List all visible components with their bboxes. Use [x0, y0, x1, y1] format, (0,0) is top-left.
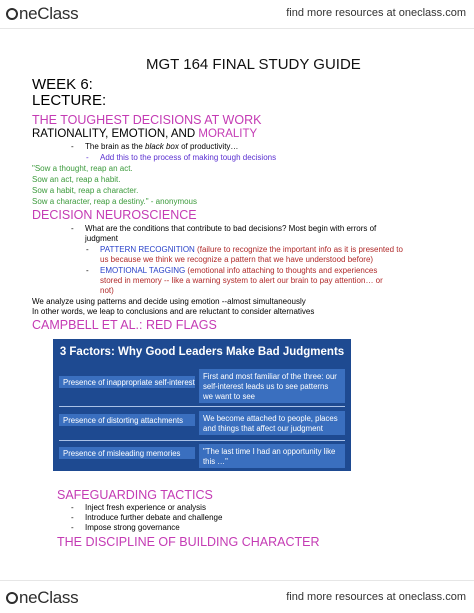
section-heading-discipline: THE DISCIPLINE OF BUILDING CHARACTER: [57, 535, 320, 549]
table-row: [59, 444, 345, 470]
emotional-tagging-cont-1: stored in memory -- like a warning system to alert our brain to pay attention… or: [100, 276, 383, 285]
oneclass-logo[interactable]: neClass: [6, 4, 78, 24]
section-heading-red-flags: CAMPBELL ET AL.: RED FLAGS: [32, 318, 217, 332]
page-footer: [0, 580, 474, 613]
section-heading-decision-neuroscience: DECISION NEUROSCIENCE: [32, 208, 197, 222]
row-divider: [59, 440, 345, 441]
emotional-tagging-cont-2: not): [100, 286, 114, 295]
bullet-conditions-cont: judgment: [85, 234, 118, 243]
section-heading-toughest-decisions: THE TOUGHEST DECISIONS AT WORK: [32, 113, 262, 127]
factor-cell: Presence of distorting attachments: [59, 414, 195, 426]
table-title: 3 Factors: Why Good Leaders Make Bad Judgments: [59, 346, 345, 358]
week-heading: WEEK 6:: [32, 76, 93, 93]
table-row: [59, 411, 345, 437]
bullet-conditions: - What are the conditions that contribute to bad decisions? Most begin with errors of: [71, 224, 377, 233]
bullet-add-process: - Add this to the process of making tough decisions: [86, 153, 277, 162]
section-heading-safeguarding: SAFEGUARDING TACTICS: [57, 488, 213, 502]
bullet-emotional-tagging: - EMOTIONAL TAGGING (emotional info attaching to thoughts and experiences: [86, 266, 378, 275]
list-item: - Inject fresh experience or analysis: [71, 503, 206, 512]
header-tagline[interactable]: find more resources at oneclass.com: [286, 7, 466, 19]
paragraph-leap: In other words, we leap to conclusions and are reluctant to consider alternatives: [32, 307, 315, 316]
footer-tagline[interactable]: find more resources at oneclass.com: [286, 591, 466, 603]
paragraph-analyze: We analyze using patterns and decide using emotion --almost simultaneously: [32, 297, 306, 306]
logo-o-icon: [6, 592, 18, 604]
lecture-heading: LECTURE:: [32, 92, 107, 109]
oneclass-logo[interactable]: neClass: [6, 588, 78, 608]
pattern-recognition-cont: us because we think we recognize a pattern that we have understood before): [100, 255, 374, 264]
logo-o-icon: [6, 8, 18, 20]
quote-line-1: "Sow a thought, reap an act.: [32, 164, 133, 173]
three-factors-table: [53, 339, 351, 471]
description-cell: We become attached to people, places and things that affect our judgment: [199, 411, 345, 435]
description-cell: First and most familiar of the three: our self-interest leads us to see patterns we want to see: [199, 369, 345, 403]
row-divider: [59, 406, 345, 407]
list-item: - Introduce further debate and challenge: [71, 513, 223, 522]
bullet-black-box: - The brain as the black box of productivity…: [71, 142, 239, 151]
factor-cell: Presence of inappropriate self-interest: [59, 376, 195, 388]
bullet-pattern-recognition: - PATTERN RECOGNITION (failure to recognize the important info as it is presented to: [86, 245, 403, 254]
factor-cell: Presence of misleading memories: [59, 447, 195, 459]
quote-line-2: Sow an act, reap a habit.: [32, 175, 121, 184]
quote-line-3: Sow a habit, reap a character.: [32, 186, 139, 195]
quote-line-4: Sow a character, reap a destiny." - anonymous: [32, 197, 197, 206]
page-header: [0, 0, 474, 29]
list-item: - Impose strong governance: [71, 523, 180, 532]
document-title: MGT 164 FINAL STUDY GUIDE: [146, 56, 361, 73]
description-cell: "The last time I had an opportunity like this …": [199, 444, 345, 468]
table-row: [59, 369, 345, 401]
subheading-rationality: RATIONALITY, EMOTION, AND MORALITY: [32, 128, 258, 140]
